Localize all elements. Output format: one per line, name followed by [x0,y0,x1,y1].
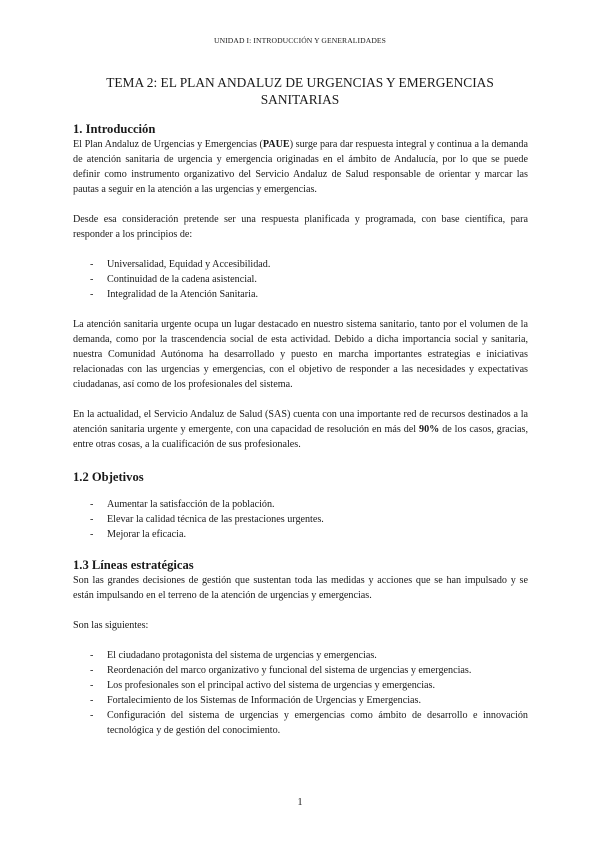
title-line-1: TEMA 2: EL PLAN ANDALUZ DE URGENCIAS Y EMERGENCIAS [106,75,494,90]
intro-p1-text-b: ) surge para dar respuesta integral y continua a la demanda de atención sanitaria de urgencia y emergencia originadas en el ámbito de Andalucía, por lo que se puede definir como instrumento organizativo del Servicio Andaluz de Salud responsable de orientar y marcar las pautas a seguir en la atención a las urgencias y emergencias. [73,139,528,195]
strategic-lines-list [73,648,528,738]
section-heading-objectives: 1.2 Objetivos [73,470,144,484]
list-item: - Fortalecimiento de los Sistemas de Información de Urgencias y Emergencias. [73,693,528,708]
list-item: - Los profesionales son el principal activo del sistema de urgencias y emergencias. [73,678,528,693]
intro-paragraph-4 [73,407,528,452]
list-item: - Mejorar la eficacia. [73,527,528,542]
objectives-list [73,497,528,542]
list-item: - Continuidad de la cadena asistencial. [73,272,528,287]
paue-acronym: PAUE [262,139,290,150]
list-item: - Integralidad de la Atención Sanitaria. [73,287,528,302]
document-title [80,74,520,108]
strategic-paragraph-1: Son las grandes decisiones de gestión que sustentan toda las medidas y acciones que se han impulsado y se están impulsando en el terreno de la atención de urgencias y emergencias. [73,575,528,601]
section-heading-introduction: 1. Introducción [73,122,156,136]
intro-p1-text-a: El Plan Andaluz de Urgencias y Emergencias ( [73,139,263,150]
intro-paragraph-1 [73,137,528,197]
intro-p4-text-a: En la actualidad, el Servicio Andaluz de Salud (SAS) cuenta con una importante red de recursos destinados a la atención sanitaria urgente y emergente, con una capacidad de resolución en más del [73,409,528,435]
page-number: 1 [297,797,303,808]
running-header: UNIDAD I: INTRODUCCIÓN Y GENERALIDADES [214,36,386,45]
intro-paragraph-3: La atención sanitaria urgente ocupa un lugar destacado en nuestro sistema sanitario, tanto por el volumen de la demanda, como por la trascendencia social de esta actividad. Debido a dicha importancia social y sanitaria, nuestra Comunidad Autónoma ha desarrollado y puesto en marcha importantes estrategias e iniciativas relacionadas con las urgencias y emergencias, con el objetivo de responder a las necesidades y expectativas ciudadanas, así como de los profesionales del sistema. [73,319,528,390]
list-item: - Reordenación del marco organizativo y funcional del sistema de urgencias y emergencias. [73,663,528,678]
principles-list [73,257,528,302]
title-line-2: SANITARIAS [260,92,340,107]
list-item: - Universalidad, Equidad y Accesibilidad. [73,257,528,272]
document-body [73,121,528,738]
resolution-percentage: 90% [419,424,440,435]
list-item: - Configuración del sistema de urgencias y emergencias como ámbito de desarrollo e innovación tecnológica y de gestión del conocimiento. [73,708,528,738]
list-item: - Aumentar la satisfacción de la población. [73,497,528,512]
strategic-paragraph-2: Son las siguientes: [73,620,149,631]
intro-p4-text-b: de los casos, gracias, entre otras cosas, a la cualificación de sus profesionales. [73,424,528,450]
intro-paragraph-2: Desde esa consideración pretende ser una respuesta planificada y programada, con base científica, para responder a los principios de: [73,214,528,240]
list-item: - Elevar la calidad técnica de las prestaciones urgentes. [73,512,528,527]
section-heading-strategic-lines: 1.3 Líneas estratégicas [73,558,194,572]
list-item: - El ciudadano protagonista del sistema de urgencias y emergencias. [73,648,528,663]
